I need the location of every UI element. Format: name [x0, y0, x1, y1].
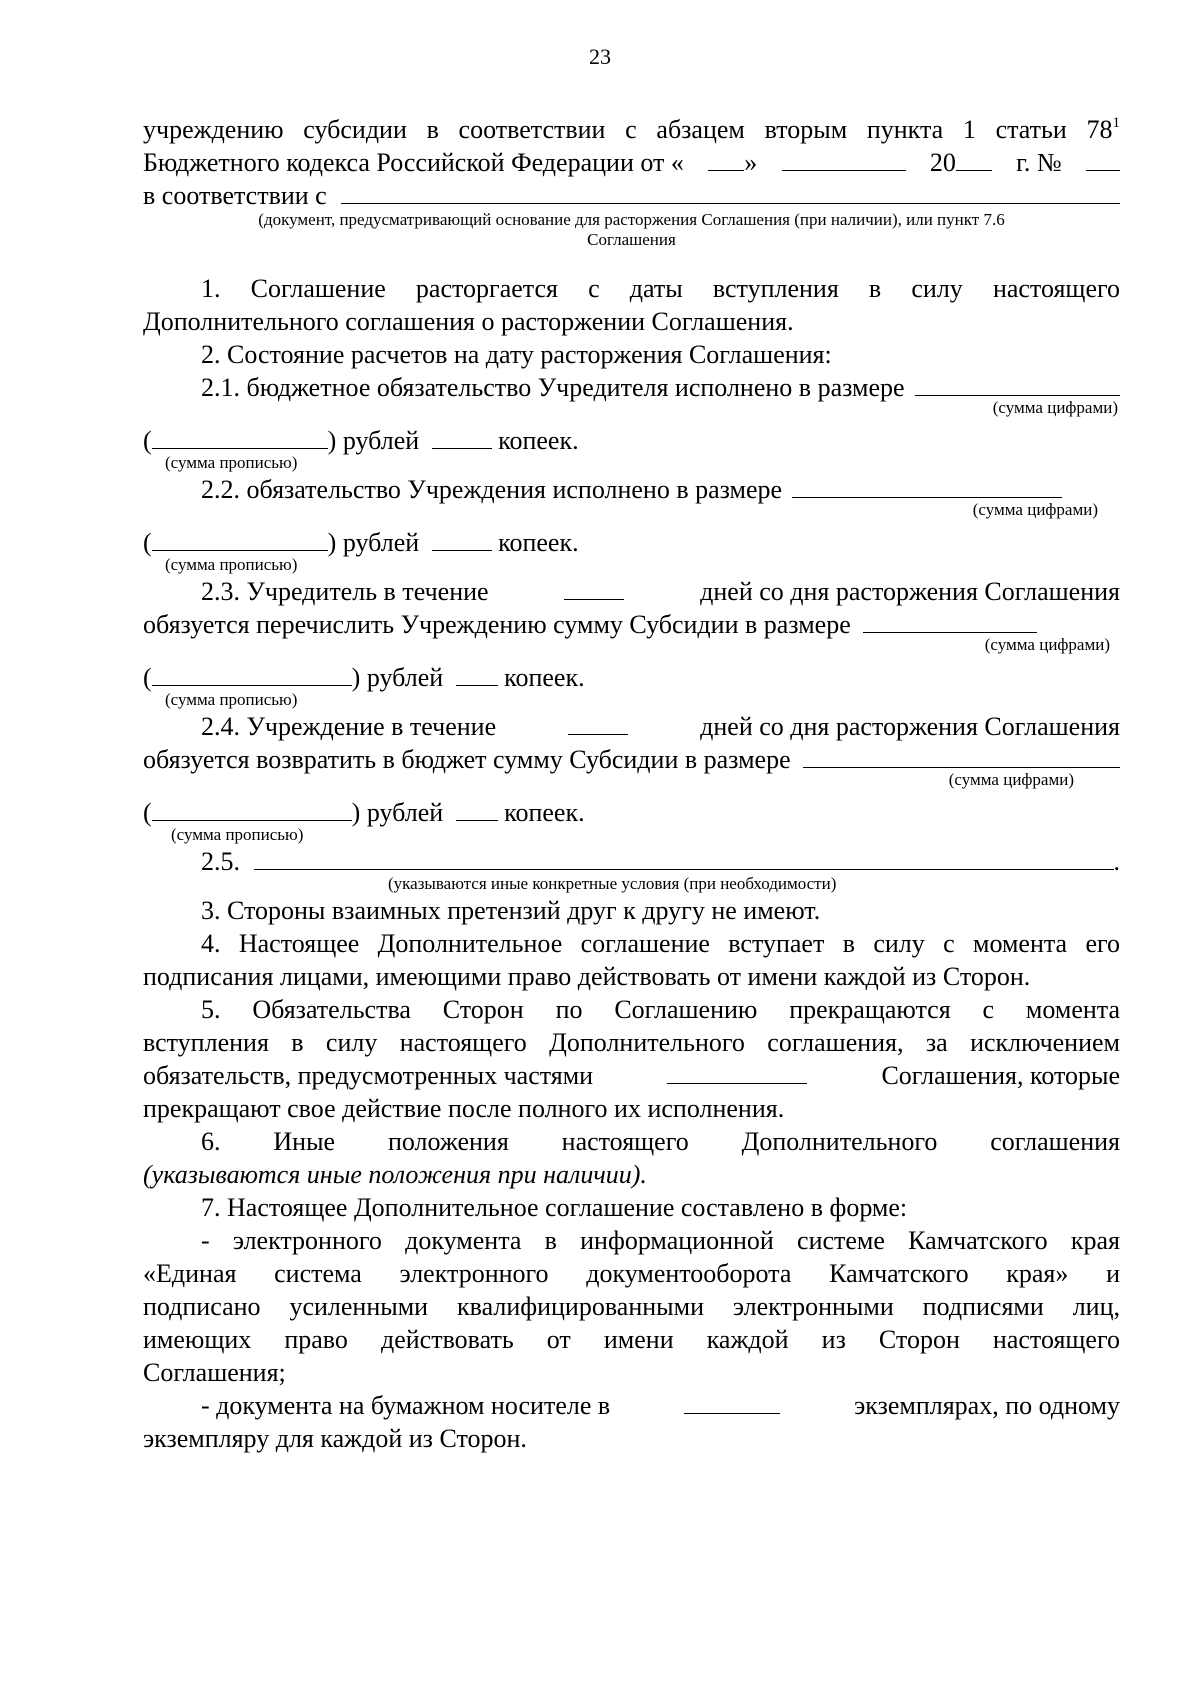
point-1-line-1: 1. Соглашение расторгается с даты вступления в силу настоящего	[201, 274, 1120, 303]
number-label: г. №	[1016, 148, 1062, 177]
kopecks-blank[interactable]	[456, 798, 498, 821]
point-2-3-line-1	[143, 575, 1120, 608]
point-7-d-line-2: экземпляру для каждой из Сторон.	[143, 1424, 527, 1453]
basis-caption: (документ, предусматривающий основание для расторжения Соглашения (при наличии), или пункт 7.6	[258, 210, 1005, 229]
sum-figures-caption: (сумма цифрами)	[972, 500, 1098, 519]
point-7-e-line-4: имеющих право действовать от имени каждой из Сторон настоящего	[143, 1325, 1120, 1354]
intro-text: в соответствии с	[143, 181, 327, 210]
day-blank[interactable]	[708, 148, 744, 171]
point-2-1-text: 2.1. бюджетное обязательство Учредителя исполнено в размере	[201, 373, 905, 402]
parts-blank[interactable]	[667, 1061, 807, 1084]
sum-words-caption: (сумма прописью)	[165, 690, 298, 709]
sum-words-caption: (сумма прописью)	[165, 555, 298, 574]
point-4-line-2: подписания лицами, имеющими право действовать от имени каждой из Сторон.	[143, 962, 1031, 991]
rubles-label: ) рублей	[327, 426, 420, 455]
point-2-4-text: обязуется возвратить в бюджет сумму Субсидии в размере	[143, 745, 791, 774]
sum-figures-caption: (сумма цифрами)	[992, 398, 1118, 417]
point-2-3-text: дней со дня расторжения Соглашения	[700, 577, 1120, 606]
point-7-line-1: 7. Настоящее Дополнительное соглашение составлено в форме:	[201, 1193, 908, 1222]
basis-caption-2: Соглашения	[587, 230, 676, 249]
point-5-line-2: вступления в силу настоящего Дополнительного соглашения, за исключением	[143, 1028, 1120, 1057]
point-7-e-line-2: «Единая система электронного документооборота Камчатского края» и	[143, 1259, 1120, 1288]
point-6-line-2: (указываются иные положения при наличии).	[143, 1160, 647, 1189]
point-2-2-text: 2.2. обязательство Учреждения исполнено в размере	[201, 475, 783, 504]
point-5-text: обязательств, предусмотренных частями	[143, 1061, 594, 1090]
point-2-5-label: 2.5.	[201, 847, 240, 876]
superscript: 1	[1112, 115, 1120, 131]
point-7-text: экземплярах, по одному	[854, 1391, 1120, 1420]
intro-line-2	[143, 146, 1120, 179]
sum-words-caption: (сумма прописью)	[171, 825, 304, 844]
year-prefix: 20	[929, 148, 956, 177]
basis-blank[interactable]	[341, 181, 1120, 204]
sum-figures-blank[interactable]	[792, 475, 1062, 498]
sum-figures-caption: (сумма цифрами)	[984, 635, 1110, 654]
point-7-e-line-1: - электронного документа в информационной системе Камчатского края	[201, 1226, 1120, 1255]
kopecks-label: копеек.	[498, 528, 579, 557]
page-number: 23	[589, 44, 611, 69]
point-2-3-text: обязуется перечислить Учреждению сумму Субсидии в размере	[143, 610, 851, 639]
intro-line-3	[143, 179, 1120, 212]
point-6-line-1: 6. Иные положения настоящего Дополнительного соглашения	[201, 1127, 1120, 1156]
number-blank[interactable]	[1086, 148, 1120, 171]
kopecks-blank[interactable]	[432, 426, 492, 449]
sum-words-blank[interactable]	[152, 798, 352, 821]
document-body	[143, 113, 1120, 1455]
intro-line-1	[143, 113, 1120, 146]
days-blank[interactable]	[568, 712, 628, 735]
point-7-e-line-5: Соглашения;	[143, 1358, 286, 1387]
point-2-3-text: 2.3. Учредитель в течение	[201, 577, 489, 606]
intro-text: Бюджетного кодекса Российской Федерации от «	[143, 148, 684, 177]
kopecks-blank[interactable]	[432, 528, 492, 551]
point-7-e-line-3: подписано усиленными квалифицированными электронными подписями лиц,	[143, 1292, 1120, 1321]
point-5-line-1: 5. Обязательства Сторон по Соглашению прекращаются с момента	[201, 995, 1120, 1024]
point-1-line-2: Дополнительного соглашения о расторжении Соглашения.	[143, 307, 794, 336]
rubles-label: ) рублей	[327, 528, 420, 557]
other-conditions-blank[interactable]	[254, 847, 1114, 870]
rubles-label: ) рублей	[351, 798, 444, 827]
sum-figures-blank[interactable]	[915, 373, 1120, 396]
paren-open: (	[143, 528, 152, 557]
days-blank[interactable]	[564, 577, 624, 600]
sum-words-blank[interactable]	[152, 426, 328, 449]
paren-open: (	[143, 663, 152, 692]
year-blank[interactable]	[956, 148, 992, 171]
point-5-line-4: прекращают свое действие после полного их исполнения.	[143, 1094, 785, 1123]
point-7-text: - документа на бумажном носителе в	[201, 1391, 611, 1420]
kopecks-label: копеек.	[504, 798, 585, 827]
point-4-line-1: 4. Настоящее Дополнительное соглашение вступает в силу с момента его	[201, 929, 1120, 958]
sum-figures-caption: (сумма цифрами)	[948, 770, 1074, 789]
point-3: 3. Стороны взаимных претензий друг к другу не имеют.	[201, 896, 821, 925]
point-5-text: Соглашения, которые	[881, 1061, 1120, 1090]
copies-blank[interactable]	[684, 1391, 780, 1414]
other-conditions-caption: (указываются иные конкретные условия (при необходимости)	[388, 874, 837, 893]
point-2-4-text: дней со дня расторжения Соглашения	[700, 712, 1120, 741]
quote-close: »	[744, 148, 758, 177]
month-blank[interactable]	[782, 148, 906, 171]
sum-words-blank[interactable]	[152, 663, 352, 686]
sum-figures-blank[interactable]	[803, 745, 1120, 768]
period: .	[1113, 847, 1120, 876]
paren-open: (	[143, 426, 152, 455]
sum-figures-blank[interactable]	[863, 610, 1037, 633]
kopecks-blank[interactable]	[456, 663, 498, 686]
kopecks-label: копеек.	[498, 426, 579, 455]
sum-words-blank[interactable]	[152, 528, 328, 551]
point-2-4-line-1	[143, 710, 1120, 743]
intro-text: учреждению субсидии в соответствии с абзацем вторым пункта 1 статьи 78	[143, 115, 1113, 144]
sum-words-caption: (сумма прописью)	[165, 453, 298, 472]
point-2-4-text: 2.4. Учреждение в течение	[201, 712, 497, 741]
paren-open: (	[143, 798, 152, 827]
kopecks-label: копеек.	[504, 663, 585, 692]
point-2: 2. Состояние расчетов на дату расторжения Соглашения:	[201, 340, 832, 369]
point-7-d-line-1	[143, 1389, 1120, 1422]
rubles-label: ) рублей	[351, 663, 444, 692]
point-5-line-3	[143, 1059, 1120, 1092]
